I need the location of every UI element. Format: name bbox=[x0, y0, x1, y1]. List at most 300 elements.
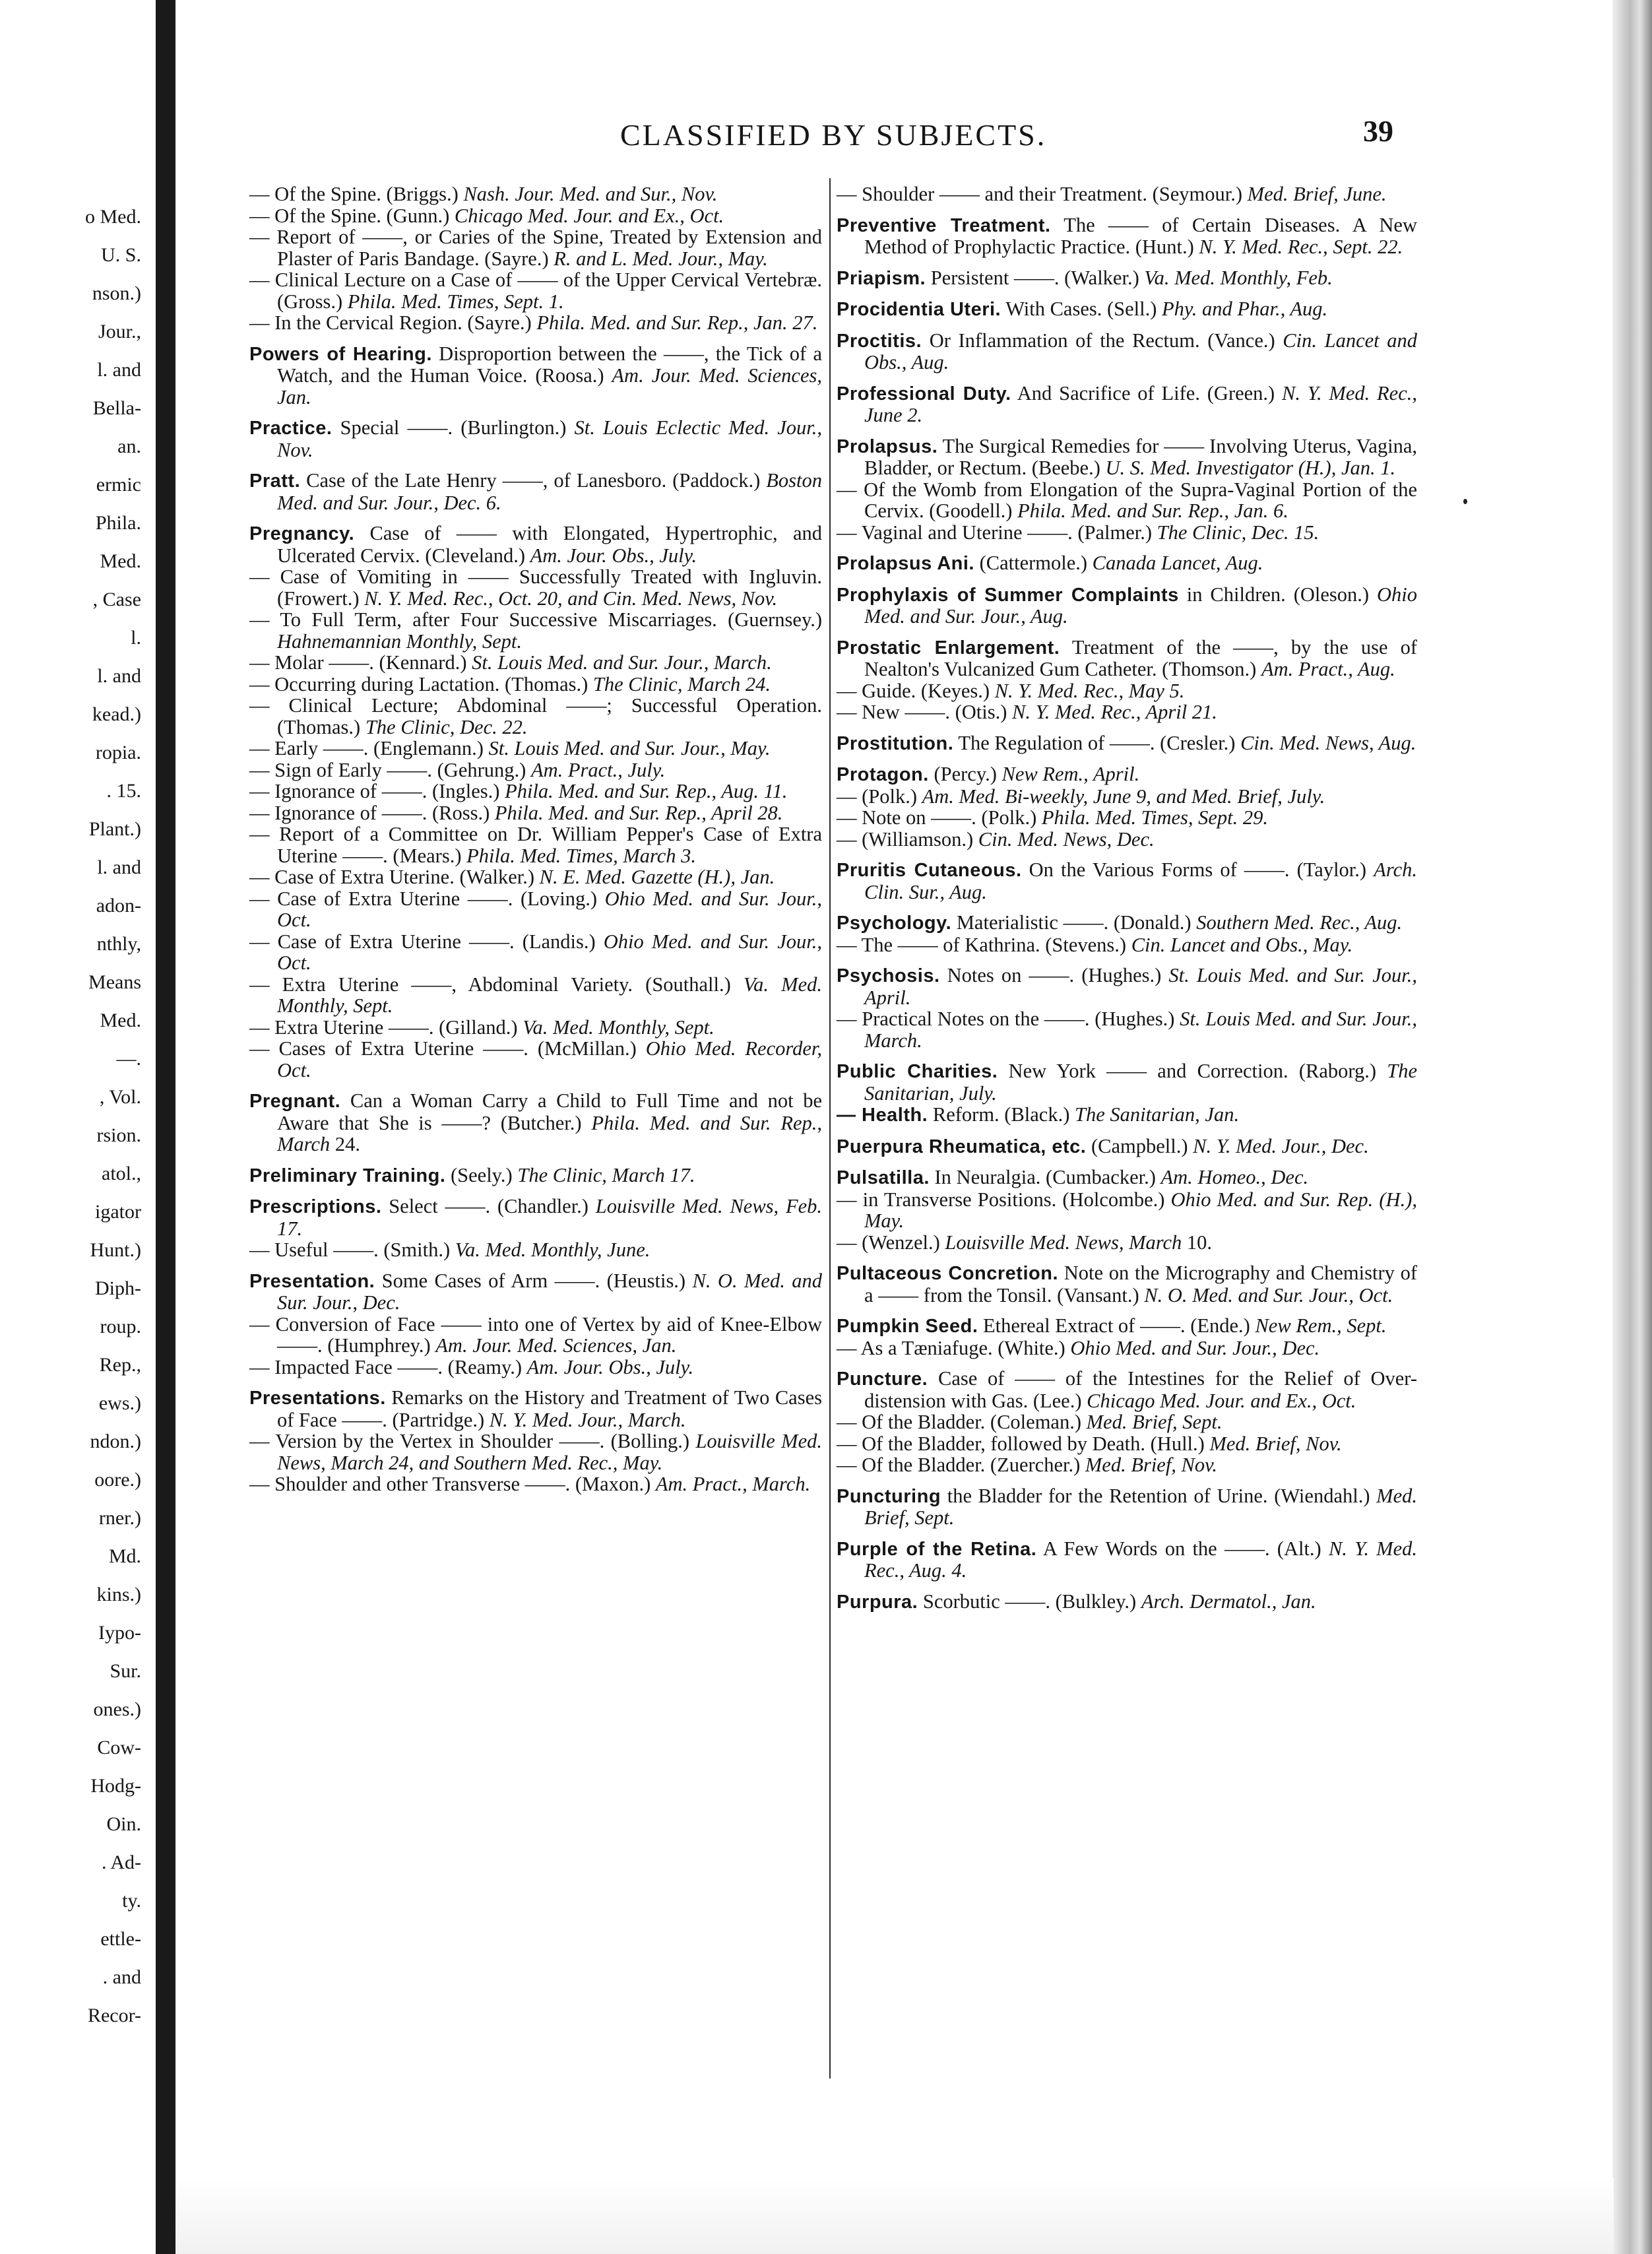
index-entry bbox=[837, 1008, 1417, 1051]
entry-keyword: Protagon. bbox=[837, 764, 929, 785]
prev-column-fragment: Med. bbox=[100, 550, 141, 572]
index-entry bbox=[249, 609, 822, 652]
previous-column-fragments bbox=[0, 198, 141, 2035]
index-entry bbox=[837, 912, 1417, 934]
entry-keyword: Public Charities. bbox=[837, 1061, 998, 1082]
entry-journal-citation: Am. Jour. Obs., July. bbox=[530, 544, 697, 567]
entry-journal-citation: Louisville Med. News, Feb. 17. bbox=[277, 1195, 823, 1240]
entry-text: Materialistic ——. (Donald.) bbox=[951, 911, 1197, 934]
entry-journal-citation: Med. Brief, Sept. bbox=[1086, 1411, 1223, 1433]
entry-journal-citation: N. Y. Med. Jour., Dec. bbox=[1193, 1134, 1369, 1157]
index-entry bbox=[837, 183, 1417, 205]
index-entry bbox=[249, 823, 822, 866]
entry-journal-citation: Ohio Med. and Sur. Jour., Dec. bbox=[1070, 1336, 1320, 1359]
entry-keyword: Pulsatilla. bbox=[837, 1167, 930, 1188]
index-entry bbox=[249, 802, 822, 824]
index-entry bbox=[249, 1165, 822, 1187]
prev-column-fragment: igator bbox=[95, 1201, 141, 1223]
entry-journal-citation: Va. Med. Monthly, Sept. bbox=[523, 1015, 715, 1039]
index-entry bbox=[837, 298, 1417, 321]
entry-text: Notes on ——. (Hughes.) bbox=[939, 964, 1169, 986]
entry-keyword: Prophylaxis of Summer Complaints bbox=[837, 584, 1179, 606]
entry-journal-citation: Ohio Med. and Sur. Jour., Oct. bbox=[277, 887, 822, 931]
entry-keyword: Puerpura Rheumatica, etc. bbox=[837, 1136, 1087, 1157]
entry-journal-citation: Med. Brief, Nov. bbox=[1209, 1432, 1342, 1455]
entry-journal-citation: Am. Pract., July. bbox=[530, 758, 666, 781]
index-entry bbox=[837, 383, 1417, 426]
prev-column-fragment: , Case bbox=[92, 589, 141, 610]
prev-column-fragment: an. bbox=[117, 435, 141, 457]
entry-journal-citation: Am. Jour. Med. Sciences, Jan. bbox=[435, 1334, 677, 1357]
entry-journal-citation: Am. Jour. Obs., July. bbox=[526, 1355, 694, 1378]
index-entry bbox=[837, 584, 1417, 628]
entry-text: In Neuralgia. (Cumbacker.) bbox=[929, 1166, 1161, 1188]
entry-journal-citation: R. and L. Med. Jour., May. bbox=[554, 247, 768, 270]
index-entry bbox=[249, 1239, 822, 1261]
prev-column-fragment: Diph- bbox=[95, 1277, 141, 1299]
index-entry bbox=[249, 888, 822, 931]
index-entry bbox=[837, 637, 1417, 680]
entry-text: — Extra Uterine ——, Abdominal Variety. (Southall.) bbox=[249, 973, 744, 996]
entry-text: — Note on ——. (Polk.) bbox=[837, 806, 1042, 829]
index-entry bbox=[249, 974, 822, 1017]
entry-text: — Version by the Vertex in Shoulder ——. (Bolling.) bbox=[249, 1430, 696, 1452]
prev-column-fragment: rner.) bbox=[98, 1507, 141, 1529]
entry-journal-citation: Canada Lancet, Aug. bbox=[1092, 552, 1263, 574]
entry-keyword: Presentation. bbox=[249, 1270, 375, 1292]
entry-text: (Percy.) bbox=[928, 763, 1002, 785]
entry-journal-citation: N. Y. Med. Rec., June 2. bbox=[864, 381, 1417, 426]
index-entry bbox=[249, 759, 822, 781]
prev-column-fragment: Oin. bbox=[106, 1813, 141, 1835]
prev-column-fragment: ty. bbox=[122, 1890, 141, 1912]
entry-journal-citation: Am. Pract., Aug. bbox=[1261, 658, 1395, 680]
prev-column-fragment: . 15. bbox=[106, 780, 141, 802]
entry-text: (Campbell.) bbox=[1086, 1134, 1193, 1157]
entry-text: Case of —— with Elongated, Hypertrophic, and Ulcerated Cervix. (Cleveland.) bbox=[277, 522, 822, 567]
entry-journal-citation: Phila. Med. and Sur. Rep., March bbox=[277, 1111, 822, 1155]
entry-journal-citation: The Clinic, Dec. 15. bbox=[1157, 521, 1319, 544]
entry-journal-citation: St. Louis Med. and Sur. Jour., March. bbox=[472, 651, 772, 674]
entry-journal-citation: Phila. Med. Times, Sept. 29. bbox=[1041, 806, 1269, 829]
entry-journal-citation: Med. Brief, June. bbox=[1247, 183, 1387, 205]
ink-speck bbox=[1463, 499, 1467, 504]
entry-text: — Occurring during Lactation. (Thomas.) bbox=[249, 672, 593, 695]
entry-text: — Ignorance of ——. (Ingles.) bbox=[249, 780, 505, 802]
entry-text: — Cases of Extra Uterine ——. (McMillan.) bbox=[249, 1037, 646, 1060]
index-entry bbox=[249, 269, 822, 312]
entry-journal-citation: N. O. Med. and Sur. Jour., Oct. bbox=[1144, 1283, 1393, 1306]
entry-journal-citation: Va. Med. Monthly, Feb. bbox=[1144, 266, 1333, 289]
entry-journal-citation: Phila. Med. and Sur. Rep., Jan. 27. bbox=[536, 311, 818, 334]
entry-journal-citation: The Sanitarian, July. bbox=[864, 1060, 1417, 1105]
entry-keyword: Pratt. bbox=[249, 470, 301, 492]
entry-journal-citation: Phila. Med. and Sur. Rep., April 28. bbox=[494, 801, 783, 824]
entry-text: — Of the Bladder, followed by Death. (Hull.) bbox=[837, 1432, 1210, 1455]
index-entry bbox=[837, 1315, 1417, 1337]
entry-text: Select ——. (Chandler.) bbox=[381, 1195, 596, 1217]
entry-journal-citation: N. Y. Med. Rec., Sept. 22. bbox=[1199, 236, 1403, 258]
entry-journal-citation: N. Y. Med. Rec., Aug. 4. bbox=[864, 1537, 1417, 1582]
entry-keyword: Practice. bbox=[249, 418, 333, 439]
entry-text: — New ——. (Otis.) bbox=[837, 701, 1012, 723]
prev-column-fragment: . Ad- bbox=[102, 1852, 141, 1873]
index-entry bbox=[837, 934, 1417, 956]
index-entry bbox=[837, 807, 1417, 829]
prev-column-fragment: Md. bbox=[108, 1545, 141, 1567]
entry-keyword: Presentations. bbox=[249, 1388, 386, 1409]
entry-journal-citation: Ohio Med. and Sur. Jour., Oct. bbox=[277, 930, 822, 974]
entry-text: — (Polk.) bbox=[837, 785, 922, 808]
index-entry bbox=[837, 829, 1417, 851]
index-entry bbox=[249, 1038, 822, 1081]
entry-keyword: Puncturing bbox=[837, 1485, 941, 1507]
prev-column-fragment: oore.) bbox=[94, 1469, 141, 1491]
entry-text: — Ignorance of ——. (Ross.) bbox=[249, 801, 495, 824]
entry-journal-citation: Phila. Med. and Sur. Rep., Jan. 6. bbox=[1017, 499, 1288, 522]
index-entry bbox=[249, 1357, 822, 1378]
entry-text: — (Wenzel.) bbox=[837, 1231, 945, 1254]
entry-text: Case of the Late Henry ——, of Lanesboro. (Paddock.) bbox=[300, 469, 767, 492]
entry-text: — Guide. (Keyes.) bbox=[837, 679, 995, 702]
column-rule bbox=[829, 178, 831, 2078]
index-entry bbox=[249, 1017, 822, 1039]
entry-journal-citation: Ohio Med. Recorder, Oct. bbox=[277, 1037, 822, 1081]
page-edges bbox=[1612, 0, 1652, 2254]
entry-text: Persistent ——. (Walker.) bbox=[926, 266, 1145, 289]
entry-keyword: Prolapsus. bbox=[837, 435, 938, 457]
entry-journal-citation: N. Y. Med. Rec., May 5. bbox=[994, 679, 1185, 702]
entry-journal-citation: Arch. Clin. Sur., Aug. bbox=[864, 858, 1417, 903]
entry-keyword: Powers of Hearing. bbox=[249, 343, 432, 365]
entry-keyword: Pregnancy. bbox=[249, 523, 355, 544]
entry-text: The —— of Certain Diseases. A New Method of Prophylactic Practice. (Hunt.) bbox=[864, 213, 1417, 258]
prev-column-fragment: Jour., bbox=[98, 321, 141, 342]
entry-keyword: Purpura. bbox=[837, 1591, 918, 1613]
entry-journal-citation: Chicago Med. Jour. and Ex., Oct. bbox=[1087, 1389, 1356, 1412]
entry-journal-citation: Med. Brief, Nov. bbox=[1085, 1454, 1218, 1476]
entry-keyword: Purple of the Retina. bbox=[837, 1538, 1037, 1560]
index-entry bbox=[249, 1387, 822, 1431]
entry-keyword: Psychosis. bbox=[837, 965, 940, 986]
prev-column-fragment: Med. bbox=[100, 1010, 141, 1031]
entry-keyword: Preliminary Training. bbox=[249, 1165, 446, 1186]
entry-text: The Surgical Remedies for —— Involving Uterus, Vagina, Bladder, or Rectum. (Beebe.) bbox=[864, 434, 1417, 479]
prev-column-fragment: U. S. bbox=[101, 244, 141, 266]
entry-keyword: Preventive Treatment. bbox=[837, 214, 1051, 236]
entry-keyword: Prostitution. bbox=[837, 732, 954, 754]
entry-keyword: Puncture. bbox=[837, 1368, 928, 1390]
index-entry bbox=[249, 470, 822, 513]
index-entry bbox=[249, 674, 822, 695]
entry-text: — Shoulder and other Transverse ——. (Maxon.) bbox=[249, 1473, 656, 1495]
index-entry bbox=[249, 1314, 822, 1357]
index-entry bbox=[249, 1090, 822, 1155]
entry-text: in Children. (Oleson.) bbox=[1178, 583, 1377, 606]
prev-column-fragment: ettle- bbox=[100, 1928, 141, 1950]
entry-journal-citation: Nash. Jour. Med. and Sur., Nov. bbox=[463, 183, 718, 205]
entry-text: (Cattermole.) bbox=[974, 552, 1093, 574]
entry-journal-citation: Cin. Med. News, Dec. bbox=[978, 827, 1155, 851]
prev-column-fragment: Sur. bbox=[110, 1660, 141, 1682]
entry-text: — Of the Spine. (Gunn.) bbox=[249, 204, 455, 227]
index-entry bbox=[249, 205, 822, 227]
entry-text: Note on the Micrography and Chemistry of a —— from the Tonsil. (Vansant.) bbox=[864, 1262, 1417, 1306]
entry-text: (Seely.) bbox=[445, 1163, 518, 1186]
index-entry bbox=[249, 343, 822, 408]
entry-text: — Practical Notes on the ——. (Hughes.) bbox=[837, 1008, 1180, 1030]
entry-journal-citation: N. E. Med. Gazette (H.), Jan. bbox=[539, 866, 775, 888]
entry-text: — The —— of Kathrina. (Stevens.) bbox=[837, 933, 1131, 956]
index-entry bbox=[837, 267, 1417, 290]
entry-keyword: Prolapsus Ani. bbox=[837, 553, 974, 574]
entry-journal-citation: Cin. Med. News, Aug. bbox=[1240, 731, 1416, 754]
index-entry bbox=[249, 226, 822, 269]
index-entry bbox=[837, 1591, 1417, 1613]
entry-text: — Clinical Lecture; Abdominal ——; Successful Operation. (Thomas.) bbox=[249, 694, 822, 738]
entry-text: Disproportion between the ——, the Tick of a Watch, and the Human Voice. (Roosa.) bbox=[277, 342, 822, 387]
entry-citation-tail: 10. bbox=[1182, 1231, 1213, 1254]
prev-column-fragment: kead.) bbox=[92, 703, 141, 725]
index-entry bbox=[249, 1431, 822, 1473]
entry-text: — Vaginal and Uterine ——. (Palmer.) bbox=[837, 521, 1157, 544]
prev-column-fragment: nson.) bbox=[92, 282, 141, 304]
index-entry bbox=[837, 1337, 1417, 1359]
entry-journal-citation: Phila. Med. Times, March 3. bbox=[466, 844, 697, 867]
entry-journal-citation: Louisville Med. News, March bbox=[945, 1231, 1182, 1254]
index-entry bbox=[837, 1262, 1417, 1306]
entry-journal-citation: Hahnemannian Monthly, Sept. bbox=[277, 629, 523, 653]
prev-column-fragment: l. and bbox=[97, 665, 141, 687]
entry-keyword: Procidentia Uteri. bbox=[837, 299, 1001, 320]
entry-journal-citation: N. Y. Med. Rec., Oct. 20, and Cin. Med. News, Nov. bbox=[364, 587, 778, 610]
entry-text: — Report of a Committee on Dr. William Pepper's Case of Extra Uterine ——. (Mears.) bbox=[249, 823, 822, 867]
entry-journal-citation: Louisville Med. News, March 24, and Southern Med. Rec., May. bbox=[277, 1430, 822, 1474]
index-entry bbox=[249, 1473, 822, 1495]
entry-journal-citation: Boston Med. and Sur. Jour., Dec. 6. bbox=[277, 469, 822, 514]
prev-column-fragment: Cow- bbox=[97, 1737, 141, 1758]
entry-text: — Report of ——, or Caries of the Spine, Treated by Extension and Plaster of Paris Bandage. (Sayre.) bbox=[249, 226, 822, 270]
prev-column-fragment: Iypo- bbox=[98, 1622, 141, 1644]
prev-column-fragment: Bella- bbox=[92, 397, 141, 419]
entry-text: Ethereal Extract of ——. (Ende.) bbox=[978, 1314, 1255, 1337]
entry-text: — Impacted Face ——. (Reamy.) bbox=[249, 1355, 527, 1378]
prev-column-fragment: Hodg- bbox=[90, 1775, 141, 1797]
index-entry bbox=[837, 1136, 1417, 1158]
entry-journal-citation: Southern Med. Rec., Aug. bbox=[1196, 911, 1403, 934]
entry-journal-citation: St. Louis Eclectic Med. Jour., Nov. bbox=[277, 416, 822, 461]
prev-column-fragment: ones.) bbox=[93, 1698, 141, 1720]
right-column bbox=[837, 183, 1417, 1613]
prev-column-fragment: —. bbox=[116, 1048, 141, 1070]
page-number: 39 bbox=[1363, 114, 1393, 148]
entry-text: — (Williamson.) bbox=[837, 827, 978, 851]
index-entry bbox=[837, 763, 1417, 786]
entry-text: Case of —— of the Intestines for the Relief of Over-distension with Gas. (Lee.) bbox=[864, 1367, 1417, 1412]
index-entry bbox=[249, 1270, 822, 1314]
entry-journal-citation: Arch. Dermatol., Jan. bbox=[1141, 1590, 1316, 1613]
index-entry bbox=[249, 866, 822, 888]
entry-keyword: Proctitis. bbox=[837, 330, 922, 352]
index-entry bbox=[249, 312, 822, 334]
entry-journal-citation: N. Y. Med. Rec., April 21. bbox=[1012, 701, 1217, 723]
index-entry bbox=[837, 330, 1417, 373]
index-entry bbox=[837, 214, 1417, 258]
prev-column-fragment: roup. bbox=[100, 1316, 141, 1337]
index-entry bbox=[837, 859, 1417, 903]
entry-journal-citation: Am. Homeo., Dec. bbox=[1160, 1166, 1309, 1188]
prev-column-fragment: nthly, bbox=[96, 933, 141, 955]
entry-journal-citation: Phila. Med. Times, Sept. 1. bbox=[347, 290, 564, 313]
entry-text: — Conversion of Face —— into one of Vertex by aid of Knee-Elbow ——. (Humphrey.) bbox=[249, 1312, 822, 1357]
entry-journal-citation: Va. Med. Monthly, June. bbox=[455, 1239, 651, 1261]
prev-column-fragment: ndon.) bbox=[90, 1431, 141, 1452]
index-entry bbox=[837, 1189, 1417, 1232]
entry-journal-citation: Ohio Med. and Sur. Jour., Aug. bbox=[864, 583, 1417, 628]
entry-text: — Of the Bladder. (Coleman.) bbox=[837, 1411, 1087, 1433]
index-entry bbox=[249, 931, 822, 974]
page-bottom-curl bbox=[175, 2177, 1614, 2254]
entry-text: — Of the Spine. (Briggs.) bbox=[249, 183, 464, 205]
entry-text: Reform. (Black.) bbox=[928, 1103, 1075, 1126]
entry-journal-citation: N. O. Med. and Sur. Jour., Dec. bbox=[277, 1269, 822, 1314]
entry-text: — Early ——. (Englemann.) bbox=[249, 737, 489, 759]
prev-column-fragment: rsion. bbox=[96, 1124, 141, 1146]
index-entry bbox=[837, 552, 1417, 575]
index-entry bbox=[837, 479, 1417, 522]
prev-column-fragment: o Med. bbox=[85, 206, 141, 228]
prev-column-fragment: kins.) bbox=[96, 1584, 141, 1605]
index-entry bbox=[837, 1060, 1417, 1104]
index-entry bbox=[249, 652, 822, 674]
index-entry bbox=[837, 1538, 1417, 1582]
entry-keyword: Professional Duty. bbox=[837, 383, 1011, 404]
prev-column-fragment: Plant.) bbox=[88, 818, 141, 840]
index-entry bbox=[837, 680, 1417, 702]
entry-text: Some Cases of Arm ——. (Heustis.) bbox=[375, 1269, 693, 1292]
entry-keyword: Prescriptions. bbox=[249, 1196, 382, 1217]
entry-journal-citation: Phila. Med. and Sur. Rep., Aug. 11. bbox=[505, 780, 788, 802]
entry-keyword: Pregnant. bbox=[249, 1091, 341, 1112]
entry-text: — Case of Extra Uterine. (Walker.) bbox=[249, 866, 540, 888]
entry-text: — Molar ——. (Kennard.) bbox=[249, 651, 472, 674]
entry-journal-citation: Am. Jour. Med. Sciences, Jan. bbox=[277, 364, 822, 408]
prev-column-fragment: Phila. bbox=[95, 512, 141, 534]
index-entry bbox=[837, 1411, 1417, 1433]
prev-column-fragment: Hunt.) bbox=[90, 1239, 141, 1261]
index-entry bbox=[249, 1196, 822, 1239]
entry-text: — Useful ——. (Smith.) bbox=[249, 1239, 455, 1261]
index-entry bbox=[837, 1454, 1417, 1476]
index-entry bbox=[249, 523, 822, 566]
entry-keyword: Priapism. bbox=[837, 267, 926, 289]
entry-journal-citation: St. Louis Med. and Sur. Jour., April. bbox=[864, 964, 1417, 1009]
entry-journal-citation: Chicago Med. Jour. and Ex., Oct. bbox=[454, 204, 724, 227]
entry-text: — As a Tæniafuge. (White.) bbox=[837, 1336, 1071, 1359]
index-entry bbox=[837, 1167, 1417, 1189]
entry-text: — in Transverse Positions. (Holcombe.) bbox=[837, 1188, 1171, 1211]
prev-column-fragment: l. bbox=[131, 627, 141, 649]
entry-journal-citation: Cin. Lancet and Obs., Aug. bbox=[864, 329, 1417, 373]
left-column bbox=[249, 183, 822, 1495]
entry-text: The Regulation of ——. (Cresler.) bbox=[953, 731, 1241, 754]
entry-text: Or Inflammation of the Rectum. (Vance.) bbox=[922, 329, 1283, 352]
prev-column-fragment: atol., bbox=[102, 1163, 141, 1184]
entry-text: Scorbutic ——. (Bulkley.) bbox=[918, 1590, 1141, 1613]
prev-column-fragment: l. and bbox=[97, 856, 141, 878]
entry-text: With Cases. (Sell.) bbox=[1001, 298, 1162, 320]
prev-column-fragment: Recor- bbox=[87, 2005, 141, 2026]
prev-column-fragment: . and bbox=[102, 1966, 141, 1988]
index-entry bbox=[837, 1232, 1417, 1254]
prev-column-fragment: , Vol. bbox=[99, 1086, 141, 1108]
entry-text: — Clinical Lecture on a Case of —— of the Upper Cervical Vertebræ. (Gross.) bbox=[249, 269, 822, 313]
index-entry bbox=[249, 738, 822, 759]
entry-journal-citation: St. Louis Med. and Sur. Jour., March. bbox=[864, 1008, 1417, 1052]
prev-column-fragment: ews.) bbox=[98, 1392, 141, 1414]
entry-keyword: Prostatic Enlargement. bbox=[837, 637, 1060, 659]
index-entry bbox=[837, 732, 1417, 755]
index-entry bbox=[837, 1104, 1417, 1126]
index-entry bbox=[249, 695, 822, 738]
index-entry bbox=[837, 701, 1417, 723]
prev-column-fragment: ropia. bbox=[95, 742, 141, 763]
index-entry bbox=[837, 1433, 1417, 1455]
index-entry bbox=[837, 965, 1417, 1008]
entry-keyword: Pruritis Cutaneous. bbox=[837, 860, 1022, 881]
book-spine-shadow bbox=[156, 0, 175, 2254]
entry-journal-citation: The Clinic, Dec. 22. bbox=[365, 715, 528, 738]
entry-text: — Shoulder —— and their Treatment. (Seymour.) bbox=[837, 183, 1248, 205]
entry-journal-citation: Phy. and Phar., Aug. bbox=[1162, 298, 1328, 320]
entry-text: — Case of Extra Uterine ——. (Landis.) bbox=[249, 930, 604, 953]
index-entry bbox=[837, 1368, 1417, 1411]
entry-keyword: Pultaceous Concretion. bbox=[837, 1263, 1059, 1284]
entry-text: — Sign of Early ——. (Gehrung.) bbox=[249, 758, 531, 781]
entry-journal-citation: St. Louis Med. and Sur. Jour., May. bbox=[488, 737, 771, 759]
index-entry bbox=[837, 1485, 1417, 1529]
index-entry bbox=[837, 786, 1417, 808]
entry-text: New York —— and Correction. (Raborg.) bbox=[998, 1060, 1387, 1082]
entry-text: Treatment of the ——, by the use of Nealton's Vulcanized Gum Catheter. (Thomson.) bbox=[864, 635, 1417, 680]
entry-journal-citation: Ohio Med. and Sur. Rep. (H.), May. bbox=[864, 1188, 1417, 1232]
index-entry bbox=[249, 781, 822, 802]
entry-text: And Sacrifice of Life. (Green.) bbox=[1011, 381, 1283, 404]
prev-column-fragment: Rep., bbox=[99, 1354, 141, 1376]
entry-keyword: — Health. bbox=[837, 1105, 928, 1126]
entry-text: — Of the Womb from Elongation of the Supra-Vaginal Portion of the Cervix. (Goodell.) bbox=[837, 478, 1417, 522]
entry-journal-citation: Am. Pract., March. bbox=[655, 1473, 811, 1495]
index-entry bbox=[837, 435, 1417, 479]
entry-citation-tail: 24. bbox=[330, 1133, 360, 1155]
entry-journal-citation: Cin. Lancet and Obs., May. bbox=[1131, 933, 1353, 956]
entry-text: — Case of Vomiting in —— Successfully Treated with Ingluvin. (Frowert.) bbox=[249, 565, 822, 610]
entry-text: Remarks on the History and Treatment of Two Cases of Face ——. (Partridge.) bbox=[277, 1386, 822, 1431]
prev-column-fragment: l. and bbox=[97, 359, 141, 381]
entry-journal-citation: N. Y. Med. Jour., March. bbox=[489, 1408, 686, 1431]
entry-journal-citation: Med. Brief, Sept. bbox=[864, 1484, 1417, 1529]
prev-column-fragment: Means bbox=[88, 971, 141, 993]
index-entry bbox=[249, 417, 822, 461]
prev-column-fragment: adon- bbox=[96, 895, 141, 917]
entry-text: Special ——. (Burlington.) bbox=[332, 416, 575, 439]
entry-journal-citation: The Clinic, March 24. bbox=[592, 672, 771, 695]
entry-text: the Bladder for the Retention of Urine. (Wiendahl.) bbox=[941, 1484, 1377, 1507]
entry-journal-citation: Am. Med. Bi-weekly, June 9, and Med. Brief, July. bbox=[922, 785, 1325, 808]
entry-text: — Case of Extra Uterine ——. (Loving.) bbox=[249, 887, 605, 910]
entry-keyword: Pumpkin Seed. bbox=[837, 1316, 978, 1337]
entry-journal-citation: New Rem., April. bbox=[1001, 763, 1140, 785]
